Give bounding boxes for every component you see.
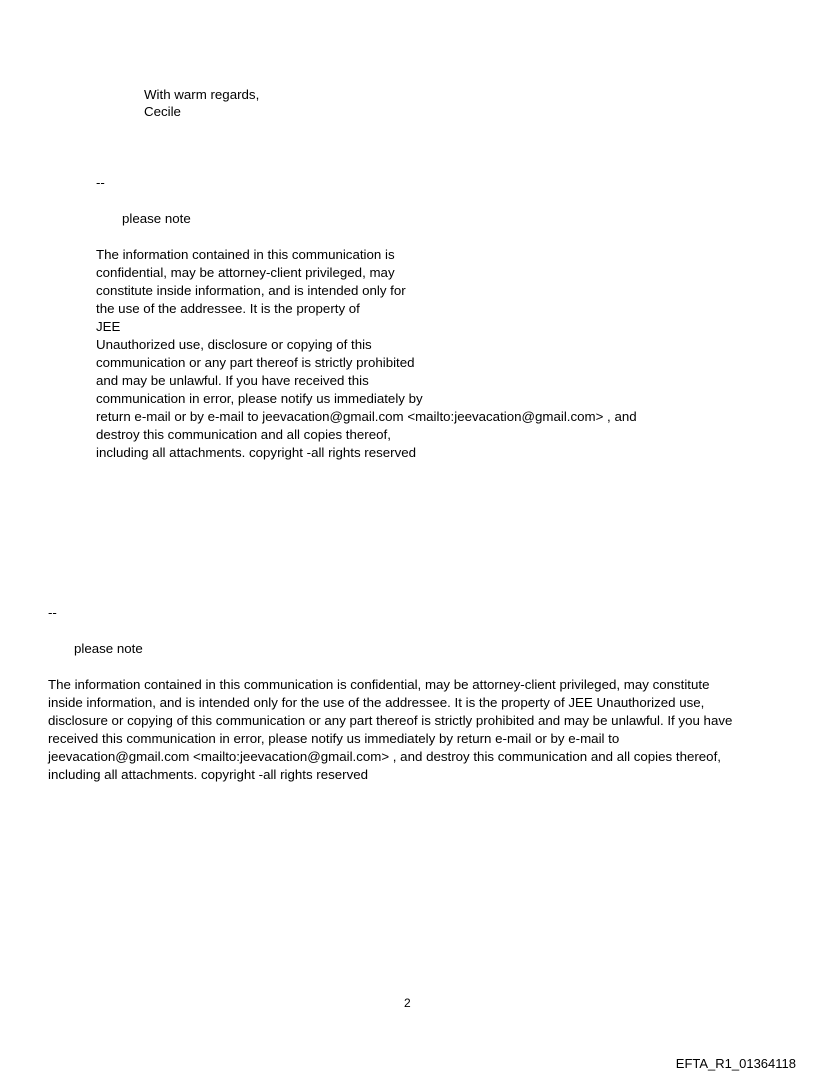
inner-footer-line: JEE <box>96 319 121 334</box>
document-id: EFTA_R1_01364118 <box>675 1056 796 1071</box>
outer-separator: -- <box>48 605 57 620</box>
inner-footer-line: Unauthorized use, disclosure or copying of this <box>96 337 372 352</box>
inner-footer-line: The information contained in this communication is <box>96 247 395 262</box>
inner-footer-line: return e-mail or by e-mail to jeevacation@gmail.com <mailto:jeevacation@gmail.com> , and <box>96 409 637 424</box>
inner-footer-line: including all attachments. copyright -all rights reserved <box>96 445 417 460</box>
outer-footer-line: received this communication in error, please notify us immediately by return e-mail or by e-mail to <box>48 731 620 746</box>
outer-footer-line: disclosure or copying of this communication or any part thereof is strictly prohibited and may be unlawful. If you have <box>48 713 733 728</box>
inner-footer-line: confidential, may be attorney-client privileged, may <box>96 265 395 280</box>
inner-footer-line: and may be unlawful. If you have received this <box>96 373 369 388</box>
outer-footer-line: inside information, and is intended only for the use of the addressee. It is the property of JEE Unauthorized use, <box>48 695 705 710</box>
inner-footer-heading: please note <box>122 211 191 226</box>
outer-footer-heading: please note <box>74 641 143 656</box>
inner-footer-body <box>96 246 637 462</box>
closing-salutation: With warm regards, <box>144 87 260 102</box>
outer-footer-line: jeevacation@gmail.com <mailto:jeevacation@gmail.com> , and destroy this communication and all copies thereof, <box>48 749 721 764</box>
inner-footer-line: communication or any part thereof is strictly prohibited <box>96 355 415 370</box>
inner-footer-line: destroy this communication and all copies thereof, <box>96 427 391 442</box>
inner-footer-line: constitute inside information, and is intended only for <box>96 283 406 298</box>
outer-footer-line: including all attachments. copyright -all rights reserved <box>48 767 369 782</box>
signature-name: Cecile <box>144 104 181 119</box>
inner-footer-line: communication in error, please notify us immediately by <box>96 391 423 406</box>
outer-footer-body <box>48 676 732 784</box>
inner-footer-line: the use of the addressee. It is the property of <box>96 301 360 316</box>
inner-separator: -- <box>96 175 105 190</box>
page-number: 2 <box>404 996 411 1010</box>
outer-footer-line: The information contained in this communication is confidential, may be attorney-client privileged, may constitute <box>48 677 710 692</box>
